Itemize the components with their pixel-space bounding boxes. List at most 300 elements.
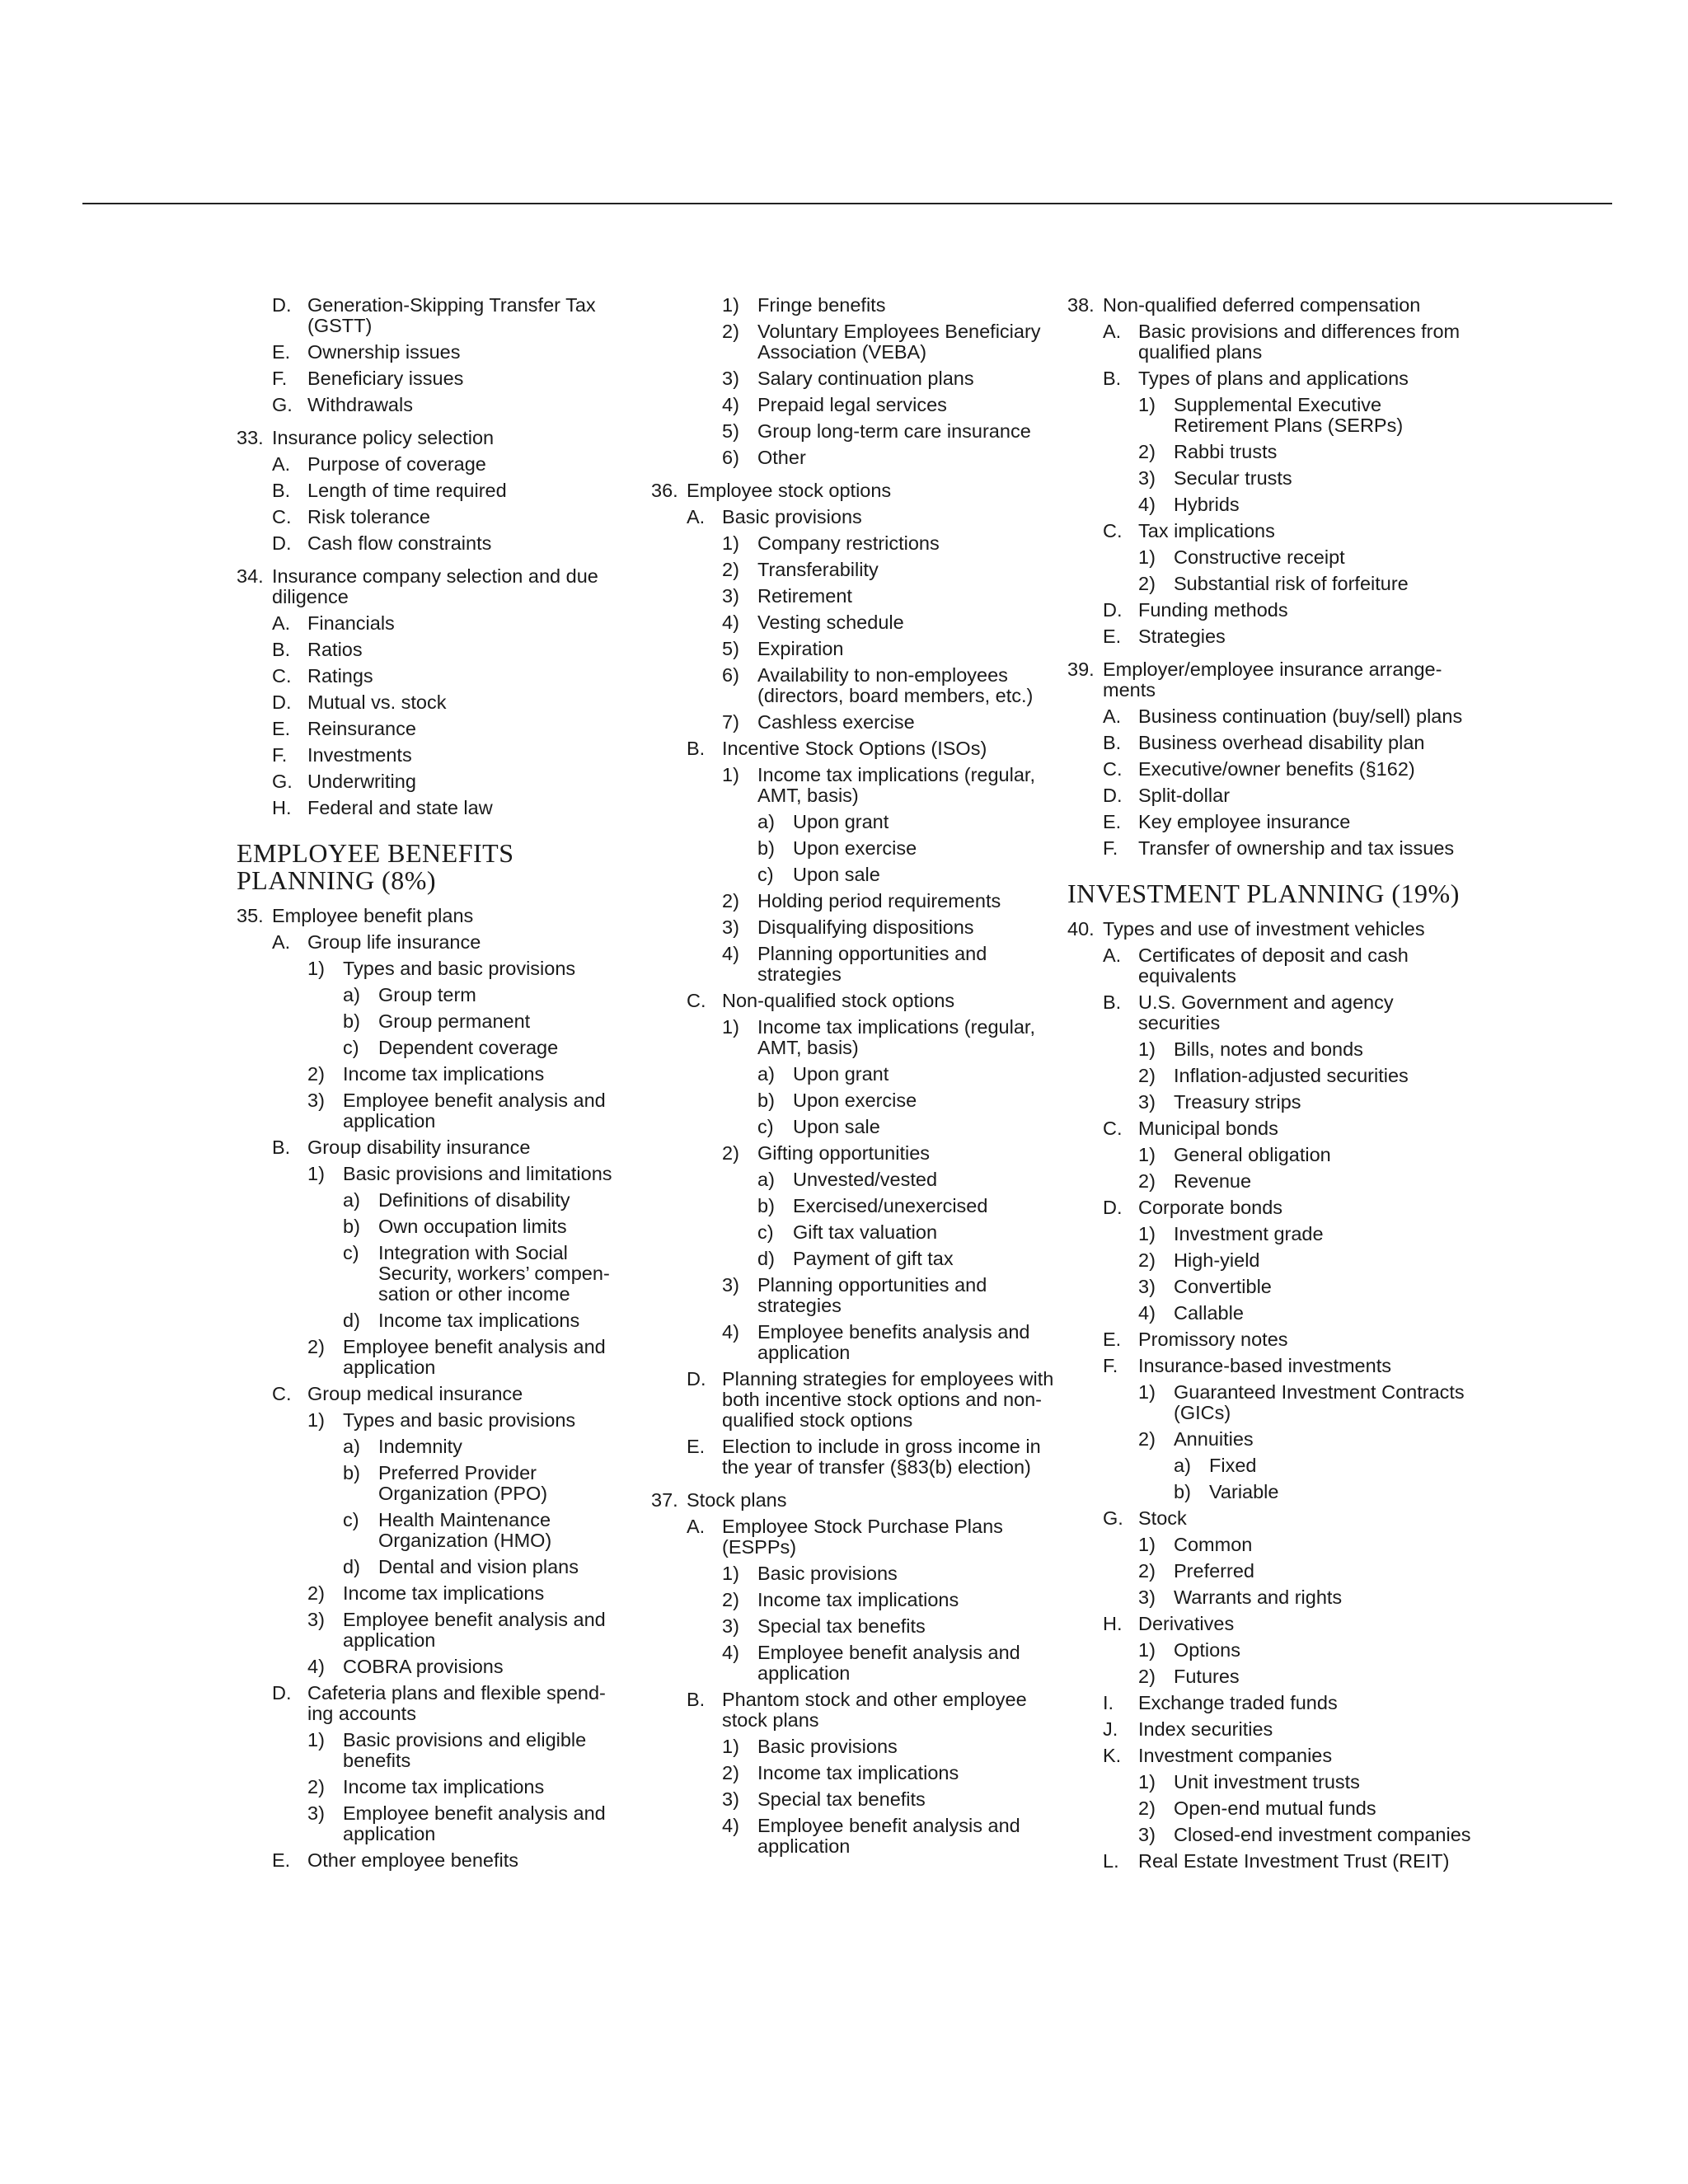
outline-item-number: D.: [272, 294, 292, 316]
outline-item-text: Basic provisions: [757, 1563, 898, 1584]
outline-column-3: [1067, 295, 1475, 1877]
outline-item: [651, 765, 1055, 806]
outline-item-text: Investment companies: [1138, 1745, 1333, 1766]
outline-item-text: Planning opportunities and strategies: [757, 1274, 987, 1316]
outline-item-text: Executive/owner benefits (§162): [1138, 758, 1415, 780]
outline-item-text: Closed-end investment companies: [1174, 1824, 1471, 1845]
outline-item-text: Election to include in gross income in the year of transfer (§83(b) election): [722, 1436, 1041, 1478]
outline-item-number: 2): [307, 1776, 325, 1797]
outline-item-text: Company restrictions: [757, 532, 940, 554]
outline-item-number: 2): [307, 1336, 325, 1357]
outline-item-number: D.: [1103, 785, 1123, 806]
outline-item: [1067, 600, 1475, 621]
outline-item-number: B.: [687, 1689, 706, 1710]
outline-item-number: E.: [272, 341, 291, 363]
outline-item-text: Availability to non-employees (directors, board members, etc.): [757, 664, 1034, 706]
outline-item: [237, 1803, 624, 1844]
outline-item-number: b): [757, 837, 775, 859]
outline-item-text: Upon grant: [793, 811, 889, 832]
outline-item-number: 2): [1138, 1560, 1156, 1582]
outline-item-text: Beneficiary issues: [307, 368, 464, 389]
outline-item-text: Health Maintenance Organization (HMO): [378, 1509, 552, 1551]
outline-item-number: 3): [307, 1802, 325, 1824]
outline-item: [1067, 1145, 1475, 1165]
outline-item-number: C.: [687, 990, 706, 1011]
outline-item-text: Voluntary Employees Beneficiary Association (VEBA): [757, 321, 1041, 363]
outline-item-number: B.: [1103, 991, 1122, 1013]
outline-item-text: Payment of gift tax: [793, 1248, 954, 1269]
outline-item: [651, 560, 1055, 580]
outline-item-number: a): [343, 1436, 360, 1457]
outline-item-text: Dental and vision plans: [378, 1556, 579, 1577]
outline-item-number: 1): [722, 294, 739, 316]
outline-item-text: Bills, notes and bonds: [1174, 1038, 1363, 1060]
outline-item-number: B.: [687, 738, 706, 759]
outline-item: [651, 1563, 1055, 1584]
outline-item-number: A.: [687, 1516, 706, 1537]
outline-item-number: E.: [272, 1849, 291, 1871]
outline-item: [1067, 494, 1475, 515]
outline-item-number: 4): [722, 612, 739, 633]
outline-item-text: Basic provisions: [722, 506, 862, 527]
outline-item-number: 2): [722, 1762, 739, 1783]
outline-item: [1067, 547, 1475, 568]
outline-item-number: 2): [1138, 1249, 1156, 1271]
outline-item-number: F.: [272, 368, 288, 389]
outline-item-number: a): [343, 1189, 360, 1211]
outline-item-text: Unvested/vested: [793, 1169, 938, 1190]
outline-item: [237, 507, 624, 527]
outline-item: [1067, 626, 1475, 647]
outline-item-text: Open-end mutual funds: [1174, 1797, 1376, 1819]
outline-item: [1067, 1118, 1475, 1139]
outline-item-number: 6): [722, 447, 739, 468]
outline-item: [651, 1789, 1055, 1810]
outline-item: [237, 1384, 624, 1404]
outline-item-number: 5): [722, 420, 739, 442]
outline-item-number: F.: [1103, 1355, 1118, 1376]
outline-item: [1067, 1746, 1475, 1766]
outline-item-text: Insurance-based investments: [1138, 1355, 1391, 1376]
outline-item-number: H.: [272, 797, 292, 818]
outline-item: [1067, 1039, 1475, 1060]
outline-item: [1067, 1455, 1475, 1476]
outline-item-text: Basic provisions and differences from qualified plans: [1138, 321, 1461, 363]
outline-item-text: Tax implications: [1138, 520, 1275, 541]
outline-item-number: A.: [687, 506, 706, 527]
outline-item-text: Group permanent: [378, 1010, 531, 1032]
outline-item-text: Upon sale: [793, 864, 880, 885]
outline-item-number: 3): [1138, 467, 1156, 489]
outline-item-text: Employee benefit analysis and application: [757, 1815, 1020, 1857]
outline-item-number: 3): [722, 585, 739, 607]
outline-item: [237, 1657, 624, 1677]
outline-item-text: Employee benefit analysis and application: [343, 1336, 606, 1378]
outline-item-text: Key employee insurance: [1138, 811, 1351, 832]
outline-item: [237, 1137, 624, 1158]
outline-item-text: Ownership issues: [307, 341, 461, 363]
outline-item: [237, 1436, 624, 1457]
outline-item-number: c): [343, 1037, 359, 1058]
outline-item-text: Business continuation (buy/sell) plans: [1138, 705, 1463, 727]
outline-item: [1067, 1825, 1475, 1845]
outline-item: [651, 612, 1055, 633]
outline-item: [651, 1736, 1055, 1757]
outline-item-text: Derivatives: [1138, 1613, 1235, 1634]
outline-item-number: G.: [1103, 1507, 1123, 1529]
outline-item-number: 2): [1138, 1666, 1156, 1687]
outline-item-number: A.: [1103, 705, 1122, 727]
outline-item-text: Municipal bonds: [1138, 1118, 1278, 1139]
outline-item-text: Preferred Provider Organization (PPO): [378, 1462, 548, 1504]
outline-item-text: Special tax benefits: [757, 1788, 926, 1810]
outline-item: [651, 1169, 1055, 1190]
outline-item: [1067, 1197, 1475, 1218]
outline-item: [651, 1275, 1055, 1316]
outline-item-number: 1): [1138, 1381, 1156, 1403]
outline-item-number: a): [757, 811, 775, 832]
outline-item-text: Dependent coverage: [378, 1037, 559, 1058]
outline-item: [651, 1490, 1055, 1511]
outline-item-number: 2): [722, 321, 739, 342]
outline-item-number: 1): [1138, 1038, 1156, 1060]
outline-item-number: c): [757, 1116, 774, 1137]
outline-item-number: 1): [307, 1409, 325, 1431]
outline-item: [237, 566, 624, 607]
outline-item: [651, 1516, 1055, 1558]
outline-item: [1067, 1277, 1475, 1297]
outline-item: [1067, 1798, 1475, 1819]
outline-item-number: 1): [1138, 1639, 1156, 1661]
outline-item-text: Substantial risk of forfeiture: [1174, 573, 1409, 594]
outline-item-number: A.: [272, 612, 291, 634]
outline-item-number: 35.: [237, 905, 264, 926]
outline-item-text: Prepaid legal services: [757, 394, 947, 415]
outline-item-number: E.: [1103, 1329, 1122, 1350]
outline-item-text: Transfer of ownership and tax issues: [1138, 837, 1455, 859]
outline-item-text: Fringe benefits: [757, 294, 886, 316]
outline-item: [237, 1216, 624, 1237]
outline-item: [1067, 759, 1475, 780]
outline-item: [237, 1850, 624, 1871]
outline-item-text: Insurance company selection and due diligence: [272, 565, 598, 607]
outline-item-text: Certificates of deposit and cash equivalents: [1138, 944, 1409, 987]
outline-item-number: A.: [272, 453, 291, 475]
outline-item-text: Underwriting: [307, 771, 416, 792]
outline-item-number: 1): [1138, 1534, 1156, 1555]
outline-item-text: Income tax implications: [343, 1063, 545, 1085]
outline-item: [1067, 919, 1475, 940]
outline-item-text: Corporate bonds: [1138, 1197, 1283, 1218]
outline-item-number: A.: [1103, 321, 1122, 342]
outline-item-text: COBRA provisions: [343, 1656, 504, 1677]
outline-item-text: Hybrids: [1174, 494, 1240, 515]
outline-item-number: 1): [1138, 1771, 1156, 1793]
outline-item-text: Ratios: [307, 639, 363, 660]
outline-item-number: E.: [272, 718, 291, 739]
outline-item-number: 2): [1138, 1170, 1156, 1192]
outline-item-text: Gifting opportunities: [757, 1142, 931, 1164]
outline-item: [1067, 1224, 1475, 1244]
outline-item-text: Holding period requirements: [757, 890, 1001, 912]
outline-item-text: Indemnity: [378, 1436, 462, 1457]
outline-item-text: Integration with Social Security, workers’ compen-sation or other income: [378, 1242, 610, 1305]
outline-item-number: 4): [722, 943, 739, 964]
outline-item-text: Group long-term care insurance: [757, 420, 1031, 442]
outline-item-number: c): [757, 864, 774, 885]
outline-item: [237, 1064, 624, 1085]
outline-item-text: Purpose of coverage: [307, 453, 486, 475]
outline-item-number: E.: [687, 1436, 706, 1457]
outline-item-text: Group term: [378, 984, 476, 1005]
outline-item-text: Convertible: [1174, 1276, 1272, 1297]
outline-item-text: Investment grade: [1174, 1223, 1324, 1244]
outline-item-text: Ratings: [307, 665, 373, 687]
outline-item: [237, 368, 624, 389]
outline-item-text: U.S. Government and agency securities: [1138, 991, 1394, 1033]
outline-item-text: Non-qualified stock options: [722, 990, 955, 1011]
outline-item-number: F.: [1103, 837, 1118, 859]
outline-item: [1067, 1329, 1475, 1350]
outline-item-text: General obligation: [1174, 1144, 1331, 1165]
outline-item-text: Incentive Stock Options (ISOs): [722, 738, 987, 759]
outline-item-text: Income tax implications: [343, 1776, 545, 1797]
outline-item: [237, 692, 624, 713]
outline-item-text: Other employee benefits: [307, 1849, 519, 1871]
outline-item-number: b): [757, 1195, 775, 1216]
outline-item: [651, 812, 1055, 832]
outline-item-text: Upon grant: [793, 1063, 889, 1085]
outline-item: [651, 395, 1055, 415]
outline-item: [1067, 1640, 1475, 1661]
outline-item-text: Planning strategies for employees with both incentive stock options and non-qualified stock options: [722, 1368, 1054, 1431]
outline-item-number: 3): [722, 1788, 739, 1810]
outline-item: [651, 507, 1055, 527]
outline-item: [237, 745, 624, 766]
outline-item-number: B.: [272, 639, 291, 660]
outline-item-text: Variable: [1209, 1481, 1279, 1502]
outline-item-number: 1): [722, 532, 739, 554]
outline-item-number: 1): [722, 764, 739, 785]
outline-item-number: b): [343, 1462, 360, 1483]
section-heading: EMPLOYEE BENEFITS PLANNING (8%): [237, 838, 514, 895]
outline-item-number: 38.: [1067, 294, 1095, 316]
outline-item-number: c): [343, 1509, 359, 1530]
outline-item-text: Income tax implications: [343, 1582, 545, 1604]
outline-item-text: Reinsurance: [307, 718, 416, 739]
outline-item-number: b): [343, 1010, 360, 1032]
outline-item-text: High-yield: [1174, 1249, 1260, 1271]
outline-item-text: Annuities: [1174, 1428, 1254, 1450]
outline-item-text: Upon sale: [793, 1116, 880, 1137]
outline-item: [651, 838, 1055, 859]
outline-item-text: Vesting schedule: [757, 612, 904, 633]
outline-item-number: 1): [1138, 1223, 1156, 1244]
outline-item: [1067, 368, 1475, 389]
outline-item: [651, 1143, 1055, 1164]
outline-item-text: Basic provisions and eligible benefits: [343, 1729, 587, 1771]
outline-item-number: 2): [1138, 1428, 1156, 1450]
outline-item-text: Supplemental Executive Retirement Plans (SERPs): [1174, 394, 1404, 436]
outline-item-number: E.: [1103, 811, 1122, 832]
outline-item-number: 1): [1138, 546, 1156, 568]
outline-item-number: C.: [1103, 758, 1123, 780]
outline-item: [1067, 659, 1475, 701]
outline-item-text: Types and basic provisions: [343, 958, 576, 979]
outline-item-number: D.: [1103, 599, 1123, 621]
outline-item-text: Expiration: [757, 638, 844, 659]
outline-item-number: 3): [1138, 1824, 1156, 1845]
outline-item-text: Stock plans: [687, 1489, 787, 1511]
outline-item-text: Basic provisions and limitations: [343, 1163, 612, 1184]
outline-item: [237, 342, 624, 363]
outline-item-text: Types of plans and applications: [1138, 368, 1409, 389]
outline-item: [1067, 468, 1475, 489]
section-heading: INVESTMENT PLANNING (19%): [1067, 879, 1460, 908]
outline-item-number: 40.: [1067, 918, 1095, 940]
outline-item: [237, 958, 624, 979]
outline-item: [237, 985, 624, 1005]
outline-item-text: Options: [1174, 1639, 1240, 1661]
outline-item-number: I.: [1103, 1692, 1114, 1713]
outline-item-text: Unit investment trusts: [1174, 1771, 1360, 1793]
outline-item-text: Federal and state law: [307, 797, 493, 818]
outline-item-text: Income tax implications: [378, 1310, 580, 1331]
outline-item: [651, 1369, 1055, 1431]
outline-item: [237, 640, 624, 660]
outline-item-text: Income tax implications (regular, AMT, basis): [757, 1016, 1035, 1058]
outline-item: [651, 295, 1055, 316]
outline-item-number: 2): [1138, 1797, 1156, 1819]
outline-item: [1067, 574, 1475, 594]
outline-item: [237, 295, 624, 336]
outline-item: [651, 1616, 1055, 1637]
outline-item: [237, 1777, 624, 1797]
outline-item-number: 3): [722, 916, 739, 938]
outline-item-text: Employee benefit analysis and application: [343, 1609, 606, 1651]
outline-item: [1067, 838, 1475, 859]
outline-item-number: 4): [722, 394, 739, 415]
outline-item-number: d): [343, 1556, 360, 1577]
outline-item-number: a): [1174, 1455, 1191, 1476]
outline-item: [1067, 1693, 1475, 1713]
outline-item-text: Cashless exercise: [757, 711, 915, 733]
outline-item-text: Employer/employee insurance arrange-ments: [1103, 658, 1442, 701]
outline-item: [1067, 812, 1475, 832]
outline-item-text: Income tax implications (regular, AMT, basis): [757, 764, 1035, 806]
outline-item-text: Group life insurance: [307, 931, 481, 953]
outline-item: [1067, 1614, 1475, 1634]
outline-item: [651, 321, 1055, 363]
outline-item-text: Disqualifying dispositions: [757, 916, 974, 938]
outline-item-text: Treasury strips: [1174, 1091, 1301, 1113]
outline-item-text: Risk tolerance: [307, 506, 430, 527]
outline-item: [237, 480, 624, 501]
outline-item: [1067, 1356, 1475, 1376]
outline-item-text: Exercised/unexercised: [793, 1195, 988, 1216]
outline-item: [237, 1583, 624, 1604]
outline-item-number: c): [343, 1242, 359, 1263]
outline-item-text: Other: [757, 447, 806, 468]
outline-item-text: Preferred: [1174, 1560, 1254, 1582]
outline-item-number: 3): [722, 1274, 739, 1296]
outline-item-text: Definitions of disability: [378, 1189, 570, 1211]
outline-item-number: D.: [1103, 1197, 1123, 1218]
outline-item-number: B.: [272, 1137, 291, 1158]
outline-item-text: Types and basic provisions: [343, 1409, 576, 1431]
outline-item: [237, 1610, 624, 1651]
outline-item: [1067, 733, 1475, 753]
outline-item-number: 1): [307, 958, 325, 979]
outline-item-number: 2): [307, 1063, 325, 1085]
outline-item-number: B.: [1103, 368, 1122, 389]
outline-item: [651, 586, 1055, 607]
outline-item: [237, 1510, 624, 1551]
outline-item: [651, 944, 1055, 985]
outline-item-number: G.: [272, 394, 293, 415]
outline-item-text: Stock: [1138, 1507, 1187, 1529]
outline-item: [651, 865, 1055, 885]
outline-item-number: A.: [272, 931, 291, 953]
outline-item-number: 1): [722, 1563, 739, 1584]
outline-item-number: d): [343, 1310, 360, 1331]
outline-item: [237, 428, 624, 448]
outline-item: [1067, 1851, 1475, 1872]
outline-item-text: Basic provisions: [757, 1736, 898, 1757]
outline-item-number: 33.: [237, 427, 264, 448]
outline-item: [1067, 1092, 1475, 1113]
outline-item-number: b): [1174, 1481, 1191, 1502]
outline-column-2: [651, 295, 1055, 1863]
outline-item: [1067, 1508, 1475, 1529]
outline-item: [237, 533, 624, 554]
outline-item-number: 5): [722, 638, 739, 659]
outline-item: [237, 1038, 624, 1058]
outline-item-number: 3): [1138, 1091, 1156, 1113]
outline-item-number: J.: [1103, 1718, 1118, 1740]
outline-item: [237, 1463, 624, 1504]
outline-item: [1067, 321, 1475, 363]
outline-item-number: 2): [722, 1142, 739, 1164]
outline-item: [651, 448, 1055, 468]
outline-item-text: Employee benefit plans: [272, 905, 474, 926]
outline-item-text: Funding methods: [1138, 599, 1288, 621]
outline-item: [237, 1164, 624, 1184]
outline-item-text: Promissory notes: [1138, 1329, 1288, 1350]
outline-item: [1067, 706, 1475, 727]
outline-item-text: Employee benefits analysis and application: [757, 1321, 1030, 1363]
outline-item: [237, 395, 624, 415]
outline-item: [1067, 1587, 1475, 1608]
outline-item: [237, 1011, 624, 1032]
outline-item: [651, 368, 1055, 389]
outline-item-number: 2): [722, 559, 739, 580]
outline-item-text: Cafeteria plans and flexible spend-ing accounts: [307, 1682, 606, 1724]
outline-item-text: Employee benefit analysis and application: [343, 1090, 606, 1132]
outline-item: [651, 1690, 1055, 1731]
outline-item-number: 1): [1138, 394, 1156, 415]
outline-item: [1067, 785, 1475, 806]
outline-item-number: 4): [722, 1815, 739, 1836]
outline-item-number: G.: [272, 771, 293, 792]
outline-item: [1067, 945, 1475, 987]
outline-item: [651, 421, 1055, 442]
outline-item-text: Investments: [307, 744, 412, 766]
outline-item-text: Transferability: [757, 559, 879, 580]
outline-item-number: 3): [722, 1615, 739, 1637]
outline-item: [1067, 295, 1475, 316]
outline-item: [651, 1763, 1055, 1783]
